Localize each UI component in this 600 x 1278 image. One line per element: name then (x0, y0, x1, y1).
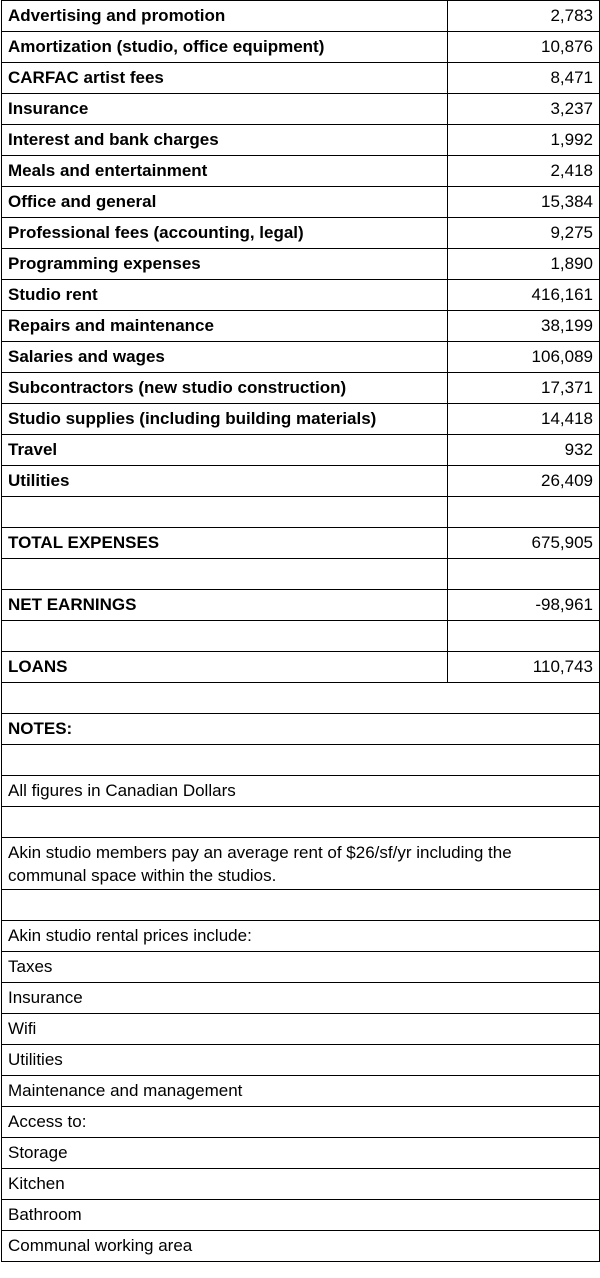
loans-row (2, 652, 600, 683)
list-item (2, 1200, 600, 1231)
expense-label: Repairs and maintenance (2, 311, 448, 342)
blank-row (2, 497, 600, 528)
list-item (2, 1076, 600, 1107)
list-item (2, 1014, 600, 1045)
table-row (2, 63, 600, 94)
table-row (2, 373, 600, 404)
expense-label: Insurance (2, 94, 448, 125)
list-item (2, 1231, 600, 1262)
expense-label: Meals and entertainment (2, 156, 448, 187)
empty-cell (2, 621, 448, 652)
expense-value: 8,471 (448, 63, 600, 94)
empty-cell (2, 683, 600, 714)
includes-item: Storage (2, 1138, 600, 1169)
expense-label: Office and general (2, 187, 448, 218)
empty-cell (2, 497, 448, 528)
table-row (2, 1, 600, 32)
expense-value: 14,418 (448, 404, 600, 435)
net-earnings-row (2, 590, 600, 621)
expense-value: 1,992 (448, 125, 600, 156)
note-row (2, 776, 600, 807)
list-item (2, 952, 600, 983)
blank-row (2, 890, 600, 921)
rent-note: Akin studio members pay an average rent of $26/sf/yr including the communal space within the studios. (2, 838, 600, 890)
expense-value: 9,275 (448, 218, 600, 249)
table-row (2, 435, 600, 466)
expense-value: 15,384 (448, 187, 600, 218)
list-item (2, 1138, 600, 1169)
includes-item: Kitchen (2, 1169, 600, 1200)
table-row (2, 280, 600, 311)
includes-item: Bathroom (2, 1200, 600, 1231)
table-row (2, 218, 600, 249)
list-item (2, 1045, 600, 1076)
currency-note: All figures in Canadian Dollars (2, 776, 600, 807)
blank-row (2, 621, 600, 652)
table-row (2, 187, 600, 218)
empty-cell (448, 497, 600, 528)
notes-heading: NOTES: (2, 714, 600, 745)
expense-value: 1,890 (448, 249, 600, 280)
includes-item: Taxes (2, 952, 600, 983)
expense-value: 2,418 (448, 156, 600, 187)
blank-row (2, 559, 600, 590)
loans-label: LOANS (2, 652, 448, 683)
expense-label: Subcontractors (new studio construction) (2, 373, 448, 404)
financial-table (1, 0, 600, 1262)
includes-heading: Akin studio rental prices include: (2, 921, 600, 952)
blank-row (2, 683, 600, 714)
empty-cell (448, 559, 600, 590)
expense-label: Amortization (studio, office equipment) (2, 32, 448, 63)
expense-label: Professional fees (accounting, legal) (2, 218, 448, 249)
table-row (2, 94, 600, 125)
expense-value: 38,199 (448, 311, 600, 342)
empty-cell (2, 745, 600, 776)
expense-value: 3,237 (448, 94, 600, 125)
expense-label: Advertising and promotion (2, 1, 448, 32)
table-row (2, 32, 600, 63)
expense-value: 10,876 (448, 32, 600, 63)
expense-label: CARFAC artist fees (2, 63, 448, 94)
table-row (2, 342, 600, 373)
table-row (2, 311, 600, 342)
expense-label: Studio supplies (including building materials) (2, 404, 448, 435)
total-expenses-row (2, 528, 600, 559)
includes-item: Access to: (2, 1107, 600, 1138)
table-row (2, 466, 600, 497)
table-row (2, 156, 600, 187)
expense-label: Utilities (2, 466, 448, 497)
expense-value: 2,783 (448, 1, 600, 32)
notes-heading-row (2, 714, 600, 745)
expense-label: Studio rent (2, 280, 448, 311)
list-item (2, 983, 600, 1014)
expense-label: Travel (2, 435, 448, 466)
net-earnings-label: NET EARNINGS (2, 590, 448, 621)
expense-label: Programming expenses (2, 249, 448, 280)
net-earnings-value: -98,961 (448, 590, 600, 621)
blank-row (2, 807, 600, 838)
expense-value: 26,409 (448, 466, 600, 497)
list-item (2, 1107, 600, 1138)
table-row (2, 404, 600, 435)
note-row (2, 838, 600, 890)
loans-value: 110,743 (448, 652, 600, 683)
includes-item: Communal working area (2, 1231, 600, 1262)
note-row (2, 921, 600, 952)
includes-item: Maintenance and management (2, 1076, 600, 1107)
table-row (2, 249, 600, 280)
expense-label: Interest and bank charges (2, 125, 448, 156)
expense-value: 416,161 (448, 280, 600, 311)
empty-cell (2, 559, 448, 590)
includes-item: Utilities (2, 1045, 600, 1076)
total-expenses-label: TOTAL EXPENSES (2, 528, 448, 559)
blank-row (2, 745, 600, 776)
empty-cell (2, 890, 600, 921)
total-expenses-value: 675,905 (448, 528, 600, 559)
expense-value: 106,089 (448, 342, 600, 373)
table-row (2, 125, 600, 156)
expense-value: 17,371 (448, 373, 600, 404)
empty-cell (448, 621, 600, 652)
list-item (2, 1169, 600, 1200)
empty-cell (2, 807, 600, 838)
expense-value: 932 (448, 435, 600, 466)
expense-label: Salaries and wages (2, 342, 448, 373)
includes-item: Insurance (2, 983, 600, 1014)
includes-item: Wifi (2, 1014, 600, 1045)
